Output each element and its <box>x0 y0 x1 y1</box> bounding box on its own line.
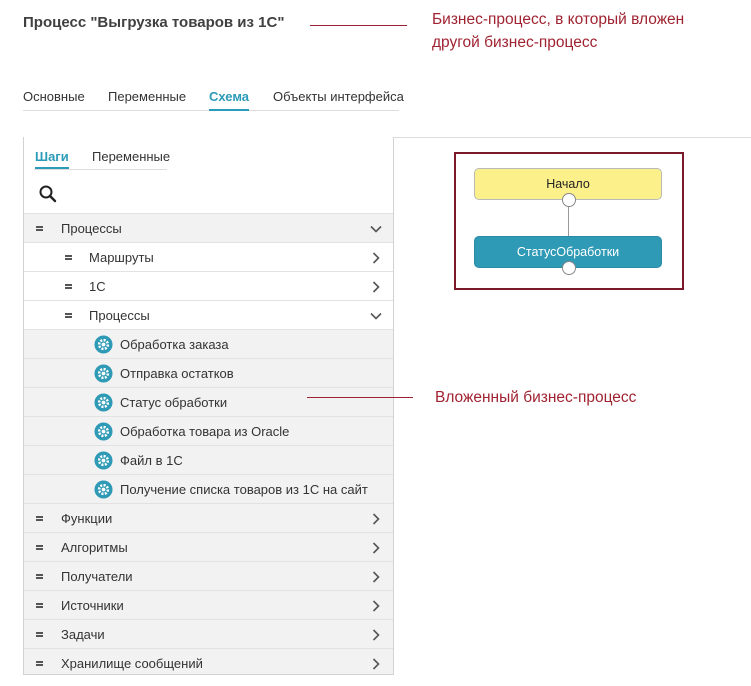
process-item-oracle-product[interactable] <box>24 416 394 445</box>
tab-schema[interactable]: Схема <box>209 89 249 111</box>
tree-item-label: 1С <box>89 279 106 294</box>
subtab-variables[interactable]: Переменные <box>92 149 171 164</box>
chevron-right-icon[interactable] <box>370 571 382 583</box>
tree-item-label: Процессы <box>89 308 150 323</box>
chevron-right-icon[interactable] <box>370 629 382 641</box>
tab-variables[interactable]: Переменные <box>108 89 187 104</box>
annotation-nested-process: Вложенный бизнес-процесс <box>435 389 637 406</box>
tree-group-label: Источники <box>61 598 124 613</box>
tree-group-tasks[interactable] <box>24 619 394 648</box>
drag-handle-icon <box>65 284 72 289</box>
tree-item-1c[interactable] <box>24 271 394 300</box>
chevron-right-icon[interactable] <box>370 281 382 293</box>
tree-group-label: Хранилище сообщений <box>61 656 203 671</box>
tree-group-label: Получатели <box>61 569 133 584</box>
tree-group-processes[interactable] <box>24 213 394 242</box>
schema-node-start[interactable]: Начало <box>474 168 662 200</box>
chevron-down-icon[interactable] <box>370 223 382 235</box>
drag-handle-icon <box>36 661 43 666</box>
node-port-icon[interactable] <box>562 261 576 275</box>
annotation-pointer-line <box>310 25 407 26</box>
chevron-right-icon[interactable] <box>370 600 382 612</box>
tree-group-sources[interactable] <box>24 590 394 619</box>
drag-handle-icon <box>36 516 43 521</box>
tree-group-algorithms[interactable] <box>24 532 394 561</box>
gear-icon <box>94 480 113 499</box>
chevron-right-icon[interactable] <box>370 542 382 554</box>
tree-group-label: Функции <box>61 511 113 526</box>
drag-handle-icon <box>36 545 43 550</box>
schema-canvas <box>454 152 684 290</box>
gear-icon <box>94 364 113 383</box>
page-title: Процесс "Выгрузка товаров из 1С" <box>23 14 285 31</box>
chevron-right-icon[interactable] <box>370 658 382 670</box>
tab-interface-objects[interactable]: Объекты интерфейса <box>273 89 404 104</box>
drag-handle-icon <box>36 632 43 637</box>
tree-group-label: Алгоритмы <box>61 540 128 555</box>
subtab-steps[interactable]: Шаги <box>35 149 69 169</box>
process-item-label: Обработка товара из Oracle <box>120 424 290 439</box>
process-item-label: Отправка остатков <box>120 366 234 381</box>
tab-main[interactable]: Основные <box>23 89 85 104</box>
drag-handle-icon <box>65 313 72 318</box>
tree-group-label: Задачи <box>61 627 105 642</box>
tree-item-routes[interactable] <box>24 242 394 271</box>
drag-handle-icon <box>36 603 43 608</box>
process-item-label: Обработка заказа <box>120 337 229 352</box>
tree-group-receivers[interactable] <box>24 561 394 590</box>
gear-icon <box>94 451 113 470</box>
annotation-pointer-line <box>307 397 413 398</box>
node-port-icon[interactable] <box>562 193 576 207</box>
tree-item-label: Маршруты <box>89 250 154 265</box>
process-item-label: Получение списка товаров из 1С на сайт <box>120 482 368 497</box>
gear-icon <box>94 393 113 412</box>
search-icon[interactable] <box>38 184 58 204</box>
gear-icon <box>94 422 113 441</box>
drag-handle-icon <box>36 226 43 231</box>
process-item-label: Файл в 1С <box>120 453 183 468</box>
drag-handle-icon <box>65 255 72 260</box>
chevron-down-icon[interactable] <box>370 310 382 322</box>
tree-group-label: Процессы <box>61 221 122 236</box>
annotation-parent-process <box>432 8 684 54</box>
schema-node-status[interactable]: СтатусОбработки <box>474 236 662 268</box>
process-item-file-to-1c[interactable] <box>24 445 394 474</box>
gear-icon <box>94 335 113 354</box>
process-item-product-list[interactable] <box>24 474 394 503</box>
process-item-status-processing[interactable] <box>24 387 394 416</box>
tree-item-processes[interactable] <box>24 300 394 329</box>
tree-group-functions[interactable] <box>24 503 394 532</box>
process-item-order-handling[interactable] <box>24 329 394 358</box>
annotation-line-2: другой бизнес-процесс <box>432 34 598 51</box>
process-item-label: Статус обработки <box>120 395 228 410</box>
tree-group-message-storage[interactable] <box>24 648 394 675</box>
steps-tree-panel <box>23 137 394 675</box>
chevron-right-icon[interactable] <box>370 513 382 525</box>
panel-subtabs <box>34 149 171 170</box>
process-item-send-stock[interactable] <box>24 358 394 387</box>
process-tabs <box>23 88 404 111</box>
drag-handle-icon <box>36 574 43 579</box>
annotation-line-1: Бизнес-процесс, в который вложен <box>432 11 685 28</box>
chevron-right-icon[interactable] <box>370 252 382 264</box>
